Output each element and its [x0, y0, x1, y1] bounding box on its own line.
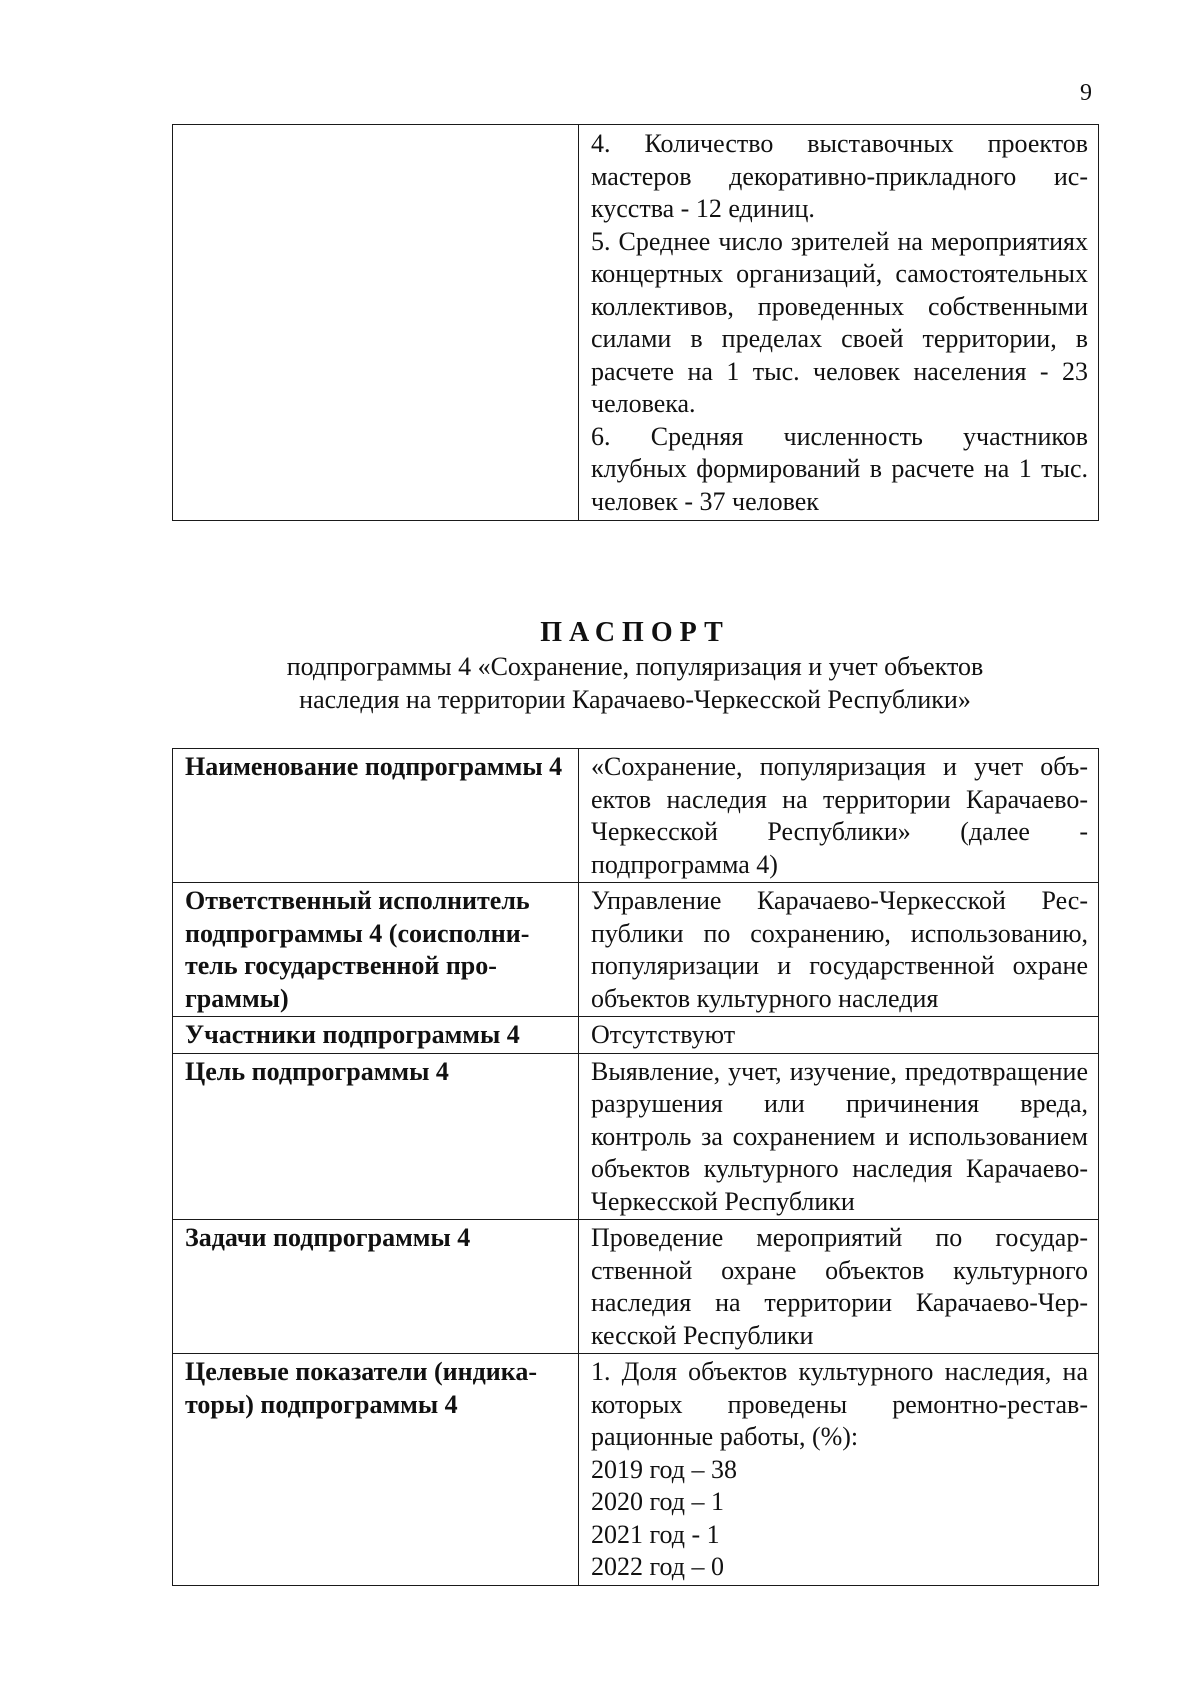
row-label: Задачи подпрограммы 4 [173, 1220, 579, 1354]
row-value-text: «Сохранение, популяризация и учет объектов наследия на территории Карачаево-Черкесской Республики» (далее - подпрограмма 4) [591, 752, 1088, 879]
page-number: 9 [1080, 80, 1092, 106]
table-row-participants [173, 1017, 1099, 1054]
row-value [579, 1053, 1099, 1220]
row-value-text: Проведение мероприятий по государственной охране объектов культурного наследия на территории Карачаево-Черкесской Республики [591, 1223, 1088, 1350]
row-label: Целевые показатели (индикаторы) подпрограммы 4 [173, 1354, 579, 1586]
row-label: Наименование подпрограммы 4 [173, 749, 579, 883]
indicator-item-5: 5. Среднее число зрителей на мероприятиях концертных организаций, самостоятельных коллективов, проведенных собственными силами в пределах своей территории, в расчете на 1 тыс. человек населения - 23 человека. [591, 226, 1088, 418]
row-label: Цель подпрограммы 4 [173, 1053, 579, 1220]
table-row-executor [173, 883, 1099, 1017]
indicator-item-6: 6. Средняя численность участников клубных формирований в расчете на 1 тыс. человек - 37 человек [591, 421, 1088, 516]
row-value [579, 1017, 1099, 1054]
row-value-text: Выявление, учет, изучение, предотвращение разрушения или причинения вреда, контроль за сохранением и использованием объектов культурного наследия Карачаево-Черкесской Республики [591, 1056, 1088, 1216]
indicators-cell [579, 125, 1099, 521]
indicator-item-4: 4. Количество выставочных проектов мастеров декоративно-прикладного искусства - 12 единиц. [591, 129, 1088, 223]
indicator-year-value: 2020 год – 1 [591, 1487, 724, 1516]
passport-subtitle [172, 650, 1098, 716]
row-value [579, 1220, 1099, 1354]
passport-title: ПАСПОРТ [540, 617, 730, 648]
row-value [579, 749, 1099, 883]
passport-subtitle-line: наследия на территории Карачаево-Черкесской Республики» [299, 685, 971, 714]
indicator-year-value: 2022 год – 0 [591, 1552, 724, 1581]
continuation-table [172, 124, 1099, 521]
table-row-indicators [173, 1354, 1099, 1586]
table-row-tasks [173, 1220, 1099, 1354]
row-value-text: 1. Доля объектов культурного наследия, на которых проведены ремонтно-реставрационные работы, (%): [591, 1357, 1088, 1451]
table-cell-empty [173, 125, 579, 521]
row-value [579, 883, 1099, 1017]
indicator-year-value: 2019 год – 38 [591, 1454, 737, 1484]
indicator-year-value: 2021 год - 1 [591, 1519, 720, 1549]
table-row [173, 125, 1099, 521]
row-value-text: Отсутствуют [591, 1020, 736, 1049]
row-label: Участники подпрограммы 4 [173, 1017, 579, 1054]
passport-subtitle-line: подпрограммы 4 «Сохранение, популяризация и учет объектов [286, 652, 984, 681]
table-row-name [173, 749, 1099, 883]
row-value-text: Управление Карачаево-Черкесской Республики по сохранению, использованию, популяризации и государственной охране объектов культурного наследия [591, 886, 1088, 1013]
passport-table [172, 748, 1099, 1586]
row-label: Ответственный исполнитель подпрограммы 4 (соисполнитель государственной программы) [173, 883, 579, 1017]
row-value [579, 1354, 1099, 1586]
table-row-goal [173, 1053, 1099, 1220]
